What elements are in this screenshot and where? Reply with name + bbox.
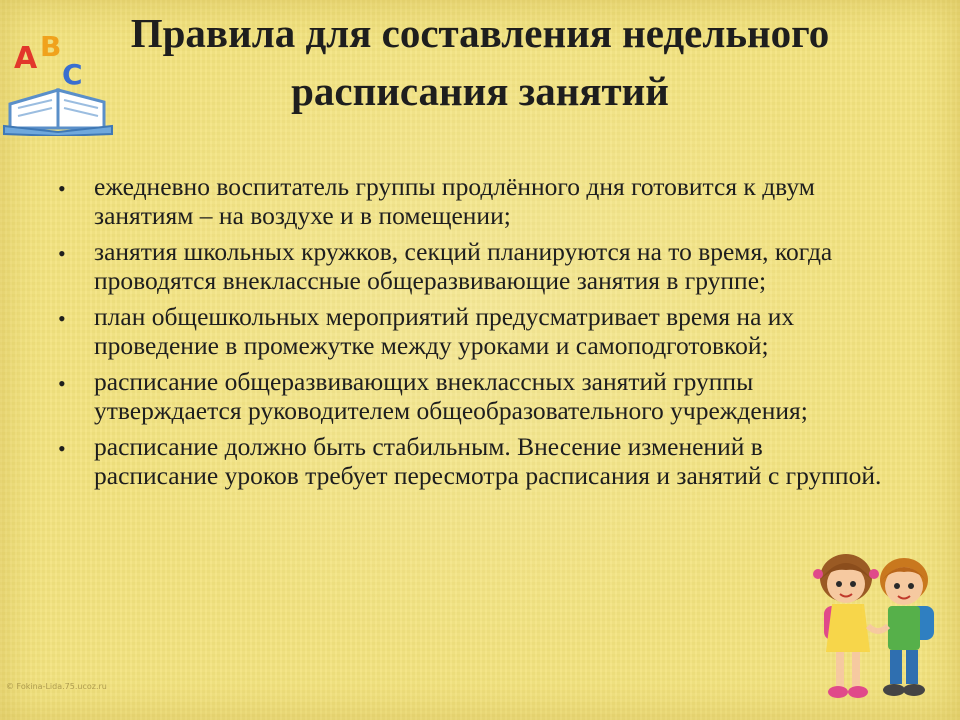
bullet-text: ежедневно воспитатель группы продлённого дня готовится к двум занятиям – на воздухе и в помещении;	[94, 172, 815, 230]
kids-with-backpacks-icon	[798, 540, 948, 720]
bullet-dot: •	[58, 241, 66, 266]
bullet-text: расписание должно быть стабильным. Внесение изменений в расписание уроков требует пересмотра расписания и занятий с группой.	[94, 432, 882, 490]
bullet-dot: •	[58, 176, 66, 201]
bullet-item	[58, 432, 888, 490]
bullet-dot: •	[58, 306, 66, 331]
bullet-dot: •	[58, 371, 66, 396]
slide-title: Правила для составления недельного расписания занятий	[130, 10, 830, 114]
logo-letter-a: A	[14, 41, 38, 76]
bullet-item	[58, 302, 888, 360]
logo-letter-b: B	[40, 30, 62, 63]
bullet-list	[58, 172, 888, 497]
bullet-text: расписание общеразвивающих внеклассных занятий группы утверждается руководителем общеобразовательного учреждения;	[94, 367, 808, 425]
bullet-text: занятия школьных кружков, секций планируются на то время, когда проводятся внеклассные общеразвивающие занятия в группе;	[94, 237, 833, 295]
bullet-item	[58, 237, 888, 295]
bullet-dot: •	[58, 436, 66, 461]
bullet-item	[58, 367, 888, 425]
bullet-text: план общешкольных мероприятий предусматривает время на их проведение в промежутке между уроками и самоподготовкой;	[94, 302, 795, 360]
bullet-item	[58, 172, 888, 230]
watermark: © Fokina-Lida.75.ucoz.ru	[6, 682, 107, 691]
logo-letter-c: C	[62, 58, 83, 91]
